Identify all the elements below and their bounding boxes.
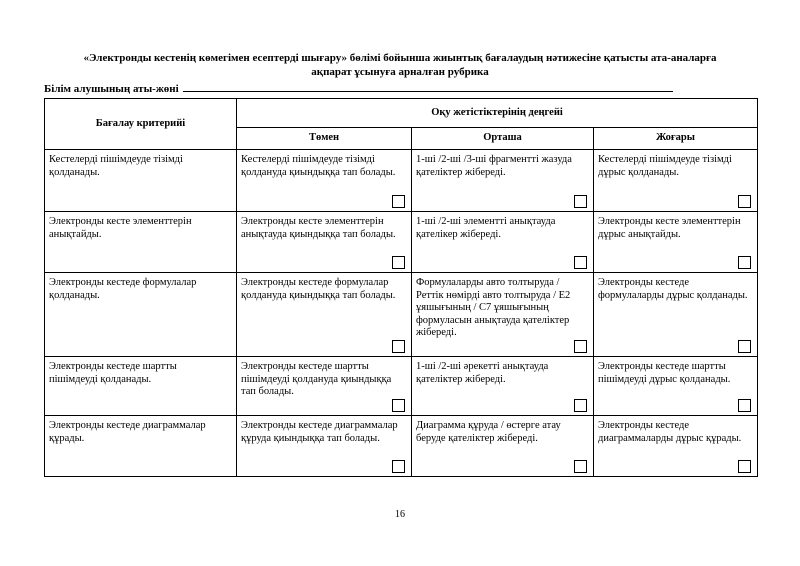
criterion-cell [45, 150, 237, 212]
low-text: Электронды кестеде шартты пішімдеуді қолдануда қиындыққа тап болады. [241, 361, 392, 397]
checkbox[interactable] [574, 460, 587, 473]
low-text: Электронды кестеде формулалар қолдануда қиындыққа тап болады. [241, 277, 396, 301]
mid-text: Диаграмма құруда / өстерге атау беруде қателіктер жібереді. [416, 420, 561, 444]
high-cell [594, 212, 758, 273]
low-cell [237, 416, 412, 477]
checkbox[interactable] [392, 195, 405, 208]
mid-cell [412, 357, 594, 416]
checkbox[interactable] [574, 340, 587, 353]
low-text: Электронды кесте элементтерін анықтауда қиындыққа тап болады. [241, 216, 396, 240]
mid-cell [412, 150, 594, 212]
low-cell [237, 212, 412, 273]
high-text: Электронды кестеде шартты пішімдеуді дұрыс қолданады. [598, 361, 731, 385]
low-text: Электронды кестеде диаграммалар құруда қиындыққа тап болады. [241, 420, 398, 444]
criteria-header: Бағалау критерийі [45, 99, 237, 150]
criterion-text: Электронды кестеде диаграммалар құрады. [49, 420, 206, 444]
high-cell [594, 357, 758, 416]
high-text: Электронды кестеде формулаларды дұрыс қолданады. [598, 277, 748, 301]
criterion-text: Кестелерді пішімдеуде тізімді қолданады. [49, 154, 183, 178]
criterion-cell [45, 416, 237, 477]
checkbox[interactable] [738, 399, 751, 412]
mid-text: 1-ші /2-ші элементті анықтауда қателікер жібереді. [416, 216, 556, 240]
criterion-text: Электронды кестеде формулалар қолданады. [49, 277, 197, 301]
table-row [45, 357, 758, 416]
high-cell [594, 273, 758, 357]
high-cell [594, 416, 758, 477]
student-name-label: Білім алушының аты-жөні [44, 83, 179, 95]
high-cell [594, 150, 758, 212]
page-number: 16 [395, 509, 405, 520]
checkbox[interactable] [574, 195, 587, 208]
table-row [45, 212, 758, 273]
checkbox[interactable] [392, 340, 405, 353]
criterion-cell [45, 357, 237, 416]
mid-cell [412, 273, 594, 357]
level-high-header: Жоғары [594, 128, 758, 150]
checkbox[interactable] [392, 256, 405, 269]
high-text: Кестелерді пішімдеуде тізімді дұрыс қолданады. [598, 154, 732, 178]
high-text: Электронды кестеде диаграммаларды дұрыс құрады. [598, 420, 742, 444]
rubric-table [44, 98, 758, 477]
levels-header: Оқу жетістіктерінің деңгейі [237, 99, 758, 128]
table-row [45, 416, 758, 477]
table-row [45, 273, 758, 357]
low-cell [237, 357, 412, 416]
student-name-row [44, 82, 673, 96]
checkbox[interactable] [574, 399, 587, 412]
checkbox[interactable] [392, 460, 405, 473]
low-cell [237, 150, 412, 212]
level-low-header: Төмен [237, 128, 412, 150]
mid-text: Формулаларды авто толтыруда / Реттік нөмірді авто толтыруда / Е2 ұяшығының / С7 ұяшығының формуласын анықтауда қателіктер жібереді. [416, 277, 571, 338]
criterion-cell [45, 212, 237, 273]
table-row [45, 150, 758, 212]
criterion-text: Электронды кесте элементтерін анықтайды. [49, 216, 192, 240]
title-line-2: ақпарат ұсынуға арналған рубрика [311, 66, 489, 78]
checkbox[interactable] [574, 256, 587, 269]
criterion-cell [45, 273, 237, 357]
mid-text: 1-ші /2-ші әрекетті анықтауда қателіктер жібереді. [416, 361, 549, 385]
checkbox[interactable] [738, 460, 751, 473]
level-mid-header: Орташа [412, 128, 594, 150]
criterion-text: Электронды кестеде шартты пішімдеуді қолданады. [49, 361, 177, 385]
checkbox[interactable] [738, 340, 751, 353]
mid-cell [412, 416, 594, 477]
title-line-1: «Электронды кестенің көмегімен есептерді шығару» бөлімі бойынша жиынтық бағалаудың нәтижесіне қатысты ата-аналарға [83, 52, 717, 64]
student-name-blank-line[interactable] [183, 82, 673, 92]
mid-text: 1-ші /2-ші /3-ші фрагментті жазуда қателіктер жібереді. [416, 154, 572, 178]
checkbox[interactable] [392, 399, 405, 412]
high-text: Электронды кесте элементтерін дұрыс анықтайды. [598, 216, 741, 240]
low-text: Кестелерді пішімдеуде тізімді қолдануда қиындыққа тап болады. [241, 154, 396, 178]
document-title [40, 51, 760, 79]
low-cell [237, 273, 412, 357]
mid-cell [412, 212, 594, 273]
checkbox[interactable] [738, 195, 751, 208]
checkbox[interactable] [738, 256, 751, 269]
